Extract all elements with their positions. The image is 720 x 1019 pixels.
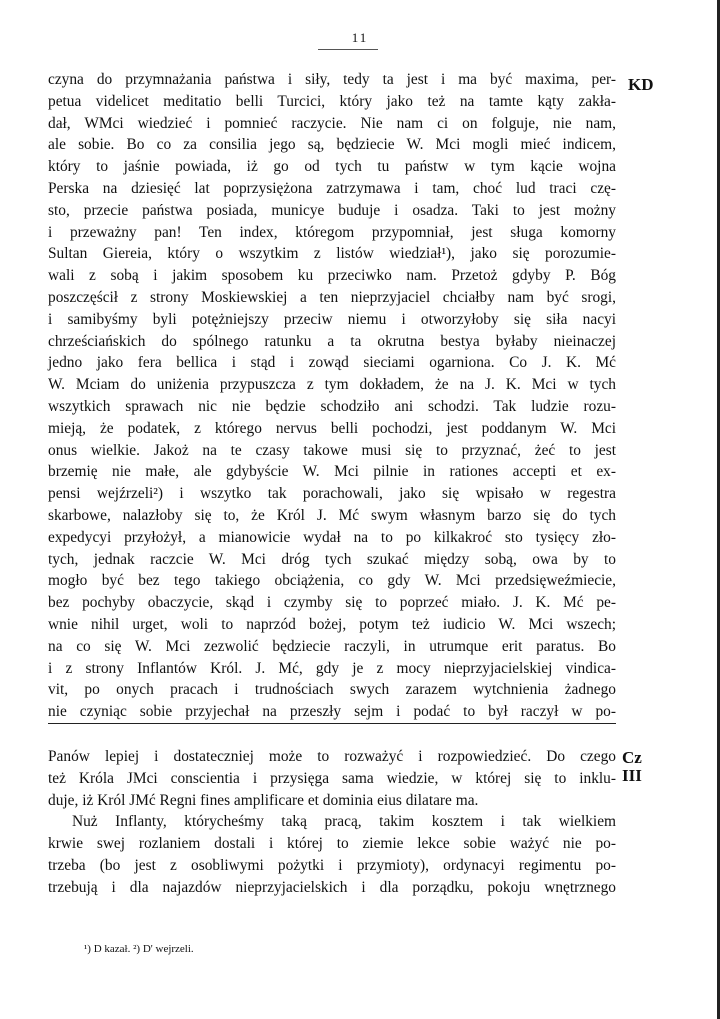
text-line: mieją, że podatek, z którego nervus belli pochodzi, jest poddanym W. Mci	[48, 419, 616, 437]
text-line: pensi wejźrzeli²) i wszytko tak porachowali, jako się wpisało w regestra	[48, 485, 616, 503]
section-divider	[48, 723, 616, 724]
text-line: tych, jednak raczcie W. Mci dróg tych szukać między sobą, owa by to	[48, 550, 616, 568]
margin-label-iii: III	[622, 766, 642, 785]
text-line: vit, po onych pracach i trudnościach swych zarazem wytchnienia żadnego	[48, 681, 616, 699]
second-text-block	[48, 746, 616, 899]
text-line: i samibyśmy byli potężniejszy przeciw niemu i otworzyłoby się siła nacyi	[48, 310, 616, 328]
text-line: i przeważny pan! Ten index, któregom przypomniał, jest sługa komorny	[48, 223, 616, 241]
text-line: sto, przecie państwa posiada, municye buduje i osadza. Taki to jest możny	[48, 201, 616, 219]
text-line: petua videlicet meditatio belli Turcici, który jako też na tamte kąty zakła-	[48, 92, 616, 110]
text-line: duje, iż Król JMć Regni fines amplificare et dominia eius dilatare ma.	[48, 791, 479, 809]
text-line: Sultan Giereia, który o wszytkim z listów wiedział¹), jako się porozumie-	[48, 245, 616, 263]
text-line: Panów lepiej i dostateczniej może to rozważyć i rozpowiedzieć. Do czego	[48, 748, 616, 765]
text-line: czyna do przymnażania państwa i siły, tedy ta jest i ma być maxima, per-	[48, 71, 616, 88]
text-line: też Króla JMci conscientia i przysięga sama wiedzie, w której się to inklu-	[48, 769, 616, 787]
text-line: ale sobie. Bo co za consilia jego są, będziecie W. Mci mogli mieć indicem,	[48, 136, 616, 154]
text-line: poszczęścił z strony Moskiewskiej a ten nieprzyjaciel chciałby nam być srogi,	[48, 288, 616, 306]
text-line: i z strony Inflantów Król. J. Mć, gdy je z mocy nieprzyjacielskiej vindica-	[48, 659, 616, 677]
text-line: Perska na dziesięć lat poprzysiężona zatrzymawa i tam, choć lud traci czę-	[48, 179, 616, 197]
text-line: onus wielkie. Jakoż na te czasy takowe musi się to przyznać, żeć to jest	[48, 441, 616, 459]
text-line: wszytkich sprawach nic nie będzie schodziło ani schodzi. Tak ludzie rozu-	[48, 397, 616, 415]
text-line: W. Mciam do uniżenia przypuszcza z tym dokładem, że na J. K. Mci w tych	[48, 376, 616, 394]
text-line: bez pochyby obaczycie, skąd i czymby się to poprzeć miało. J. K. Mć pe-	[48, 594, 616, 612]
page-number-rule	[318, 49, 378, 50]
text-line: skarbowe, nalazłoby się to, że Król J. Mć swym własnym barzo się do tych	[48, 506, 616, 524]
text-line: na co się W. Mci zezwolić będziecie raczyli, in utrumque erit paratus. Bo	[48, 637, 616, 655]
margin-label-cz: Cz	[622, 748, 642, 767]
text-line: krwie swej rozlaniem dostali i której to ziemie lekce sobie ważyć nie po-	[48, 835, 616, 853]
text-line: expedycyi przyłożył, a mianowicie wydał na to po kilkakroć sto tysięcy zło-	[48, 528, 616, 546]
text-line: który to jaśnie powiada, iż go od tych tu państw w tym kącie wojna	[48, 158, 616, 176]
text-line: brzemię nie małe, ale gdybyście W. Mci pilnie in rationes accepti et ex-	[48, 463, 616, 481]
main-text-block	[48, 69, 616, 723]
text-line: mogło być bez tego takiego obciążenia, co gdy W. Mci przedsięweźmiecie,	[48, 572, 616, 590]
text-line: wnie nihil urget, woli to naprzód bożej, potym też iudicio W. Mci wszech;	[48, 615, 616, 633]
text-line: Nuż Inflanty, którycheśmy taką pracą, takim kosztem i tak wielkiem	[72, 813, 616, 831]
page-number: 11	[351, 30, 369, 45]
text-line: wali z sobą i jakim sposobem ku przeciwko nam. Przetoż gdyby P. Bóg	[48, 267, 616, 285]
text-line: trzebują i dla najazdów nieprzyjacielskich i dla porządku, pokoju wnętrznego	[48, 878, 616, 896]
text-line: dał, WMci wiedzieć i pomnieć raczycie. Nie nam ci on folguje, nie nam,	[48, 114, 616, 132]
text-line: trzeba (bo jest z osobliwymi pożytki i przymioty), ordynacyi regimentu po-	[48, 856, 616, 874]
text-line: chrześciańskich do spólnego ratunku a ta okrutna bestya byłaby nieinaczej	[48, 332, 616, 350]
text-line: nie czyniąc sobie przyjechał na przeszły sejm i podać to był raczył w po-	[48, 703, 616, 721]
text-line: jedno jako fera bellica i stąd i zowąd sieciami ogarniona. Co J. K. Mć	[48, 354, 616, 372]
footnote: ¹) D kazał. ²) D' wejrzeli.	[84, 943, 194, 955]
margin-label-kd: KD	[628, 75, 654, 94]
